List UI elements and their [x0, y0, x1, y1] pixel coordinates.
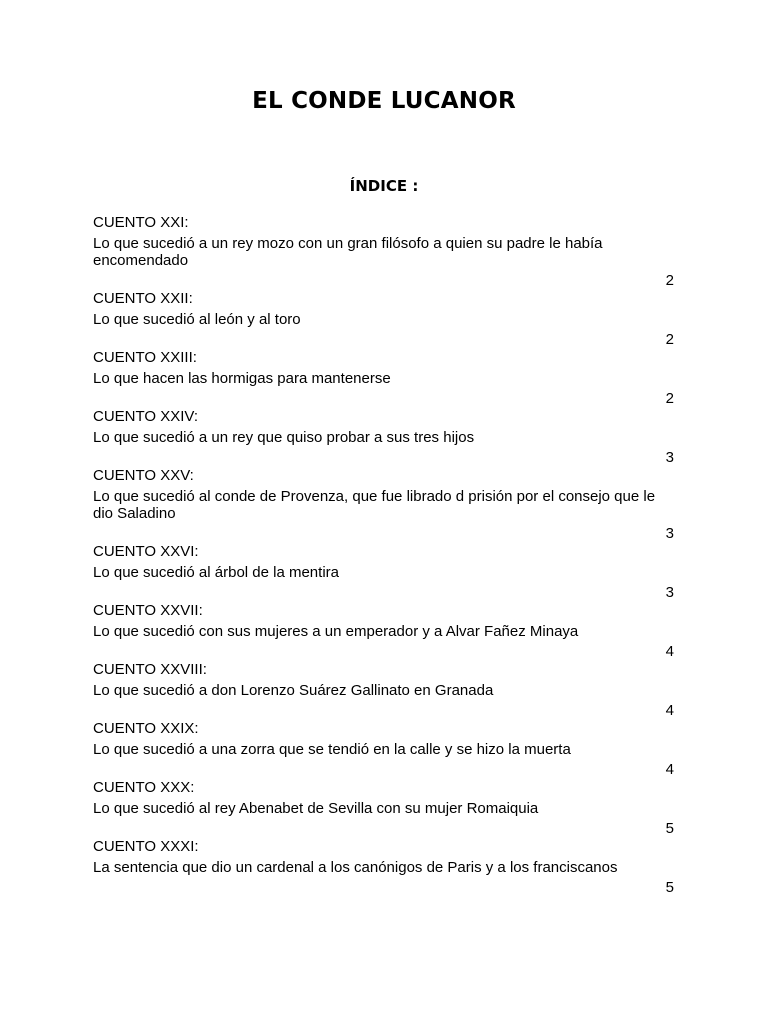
entry-description: Lo que sucedió a una zorra que se tendió en la calle y se hizo la muerta	[93, 741, 571, 758]
toc-entry	[93, 542, 675, 601]
entry-label: CUENTO XXX:	[93, 779, 195, 796]
entry-page-number: 4	[665, 761, 674, 778]
entry-label: CUENTO XXVI:	[93, 543, 199, 560]
document-title: EL CONDE LUCANOR	[252, 88, 516, 114]
entry-description: Lo que sucedió al rey Abenabet de Sevilla con su mujer Romaiquia	[93, 800, 539, 817]
entry-label: CUENTO XXXI:	[93, 838, 199, 855]
entry-description: La sentencia que dio un cardenal a los canónigos de Paris y a los franciscanos	[93, 859, 618, 876]
entry-page-number: 2	[665, 331, 674, 348]
entry-description: Lo que sucedió a don Lorenzo Suárez Gallinato en Granada	[93, 682, 494, 699]
entry-page-number: 3	[665, 449, 674, 466]
entry-label: CUENTO XXIII:	[93, 349, 197, 366]
entry-page-number: 5	[665, 879, 674, 896]
entry-label: CUENTO XXIX:	[93, 720, 199, 737]
toc-entry	[93, 466, 675, 542]
entry-page-number: 2	[665, 390, 674, 407]
toc-entry	[93, 213, 675, 289]
entry-description: Lo que sucedió al conde de Provenza, que fue librado d prisión por el consejo que le dio Saladino	[93, 488, 656, 522]
entry-label: CUENTO XXII:	[93, 290, 193, 307]
entry-label: CUENTO XXV:	[93, 467, 194, 484]
table-of-contents	[93, 213, 675, 896]
entry-page-number: 2	[665, 272, 674, 289]
entry-label: CUENTO XXI:	[93, 214, 189, 231]
entry-label: CUENTO XXIV:	[93, 408, 199, 425]
entry-page-number: 3	[665, 525, 674, 542]
entry-description: Lo que sucedió al árbol de la mentira	[93, 564, 339, 581]
entry-page-number: 3	[665, 584, 674, 601]
entry-description: Lo que hacen las hormigas para mantenerse	[93, 370, 391, 387]
toc-entry	[93, 348, 675, 407]
index-heading: ÍNDICE :	[349, 177, 419, 195]
toc-entry	[93, 407, 675, 466]
entry-description: Lo que sucedió con sus mujeres a un emperador y a Alvar Fañez Minaya	[93, 623, 579, 640]
toc-entry	[93, 601, 675, 660]
entry-page-number: 5	[665, 820, 674, 837]
toc-entry	[93, 837, 675, 896]
entry-description: Lo que sucedió al león y al toro	[93, 311, 301, 328]
toc-entry	[93, 778, 675, 837]
entry-label: CUENTO XXVII:	[93, 602, 203, 619]
toc-entry	[93, 660, 675, 719]
toc-entry	[93, 289, 675, 348]
entry-label: CUENTO XXVIII:	[93, 661, 207, 678]
entry-page-number: 4	[665, 643, 674, 660]
entry-description: Lo que sucedió a un rey que quiso probar a sus tres hijos	[93, 429, 475, 446]
entry-description: Lo que sucedió a un rey mozo con un gran filósofo a quien su padre le había encomendado	[93, 235, 603, 269]
toc-entry	[93, 719, 675, 778]
entry-page-number: 4	[665, 702, 674, 719]
